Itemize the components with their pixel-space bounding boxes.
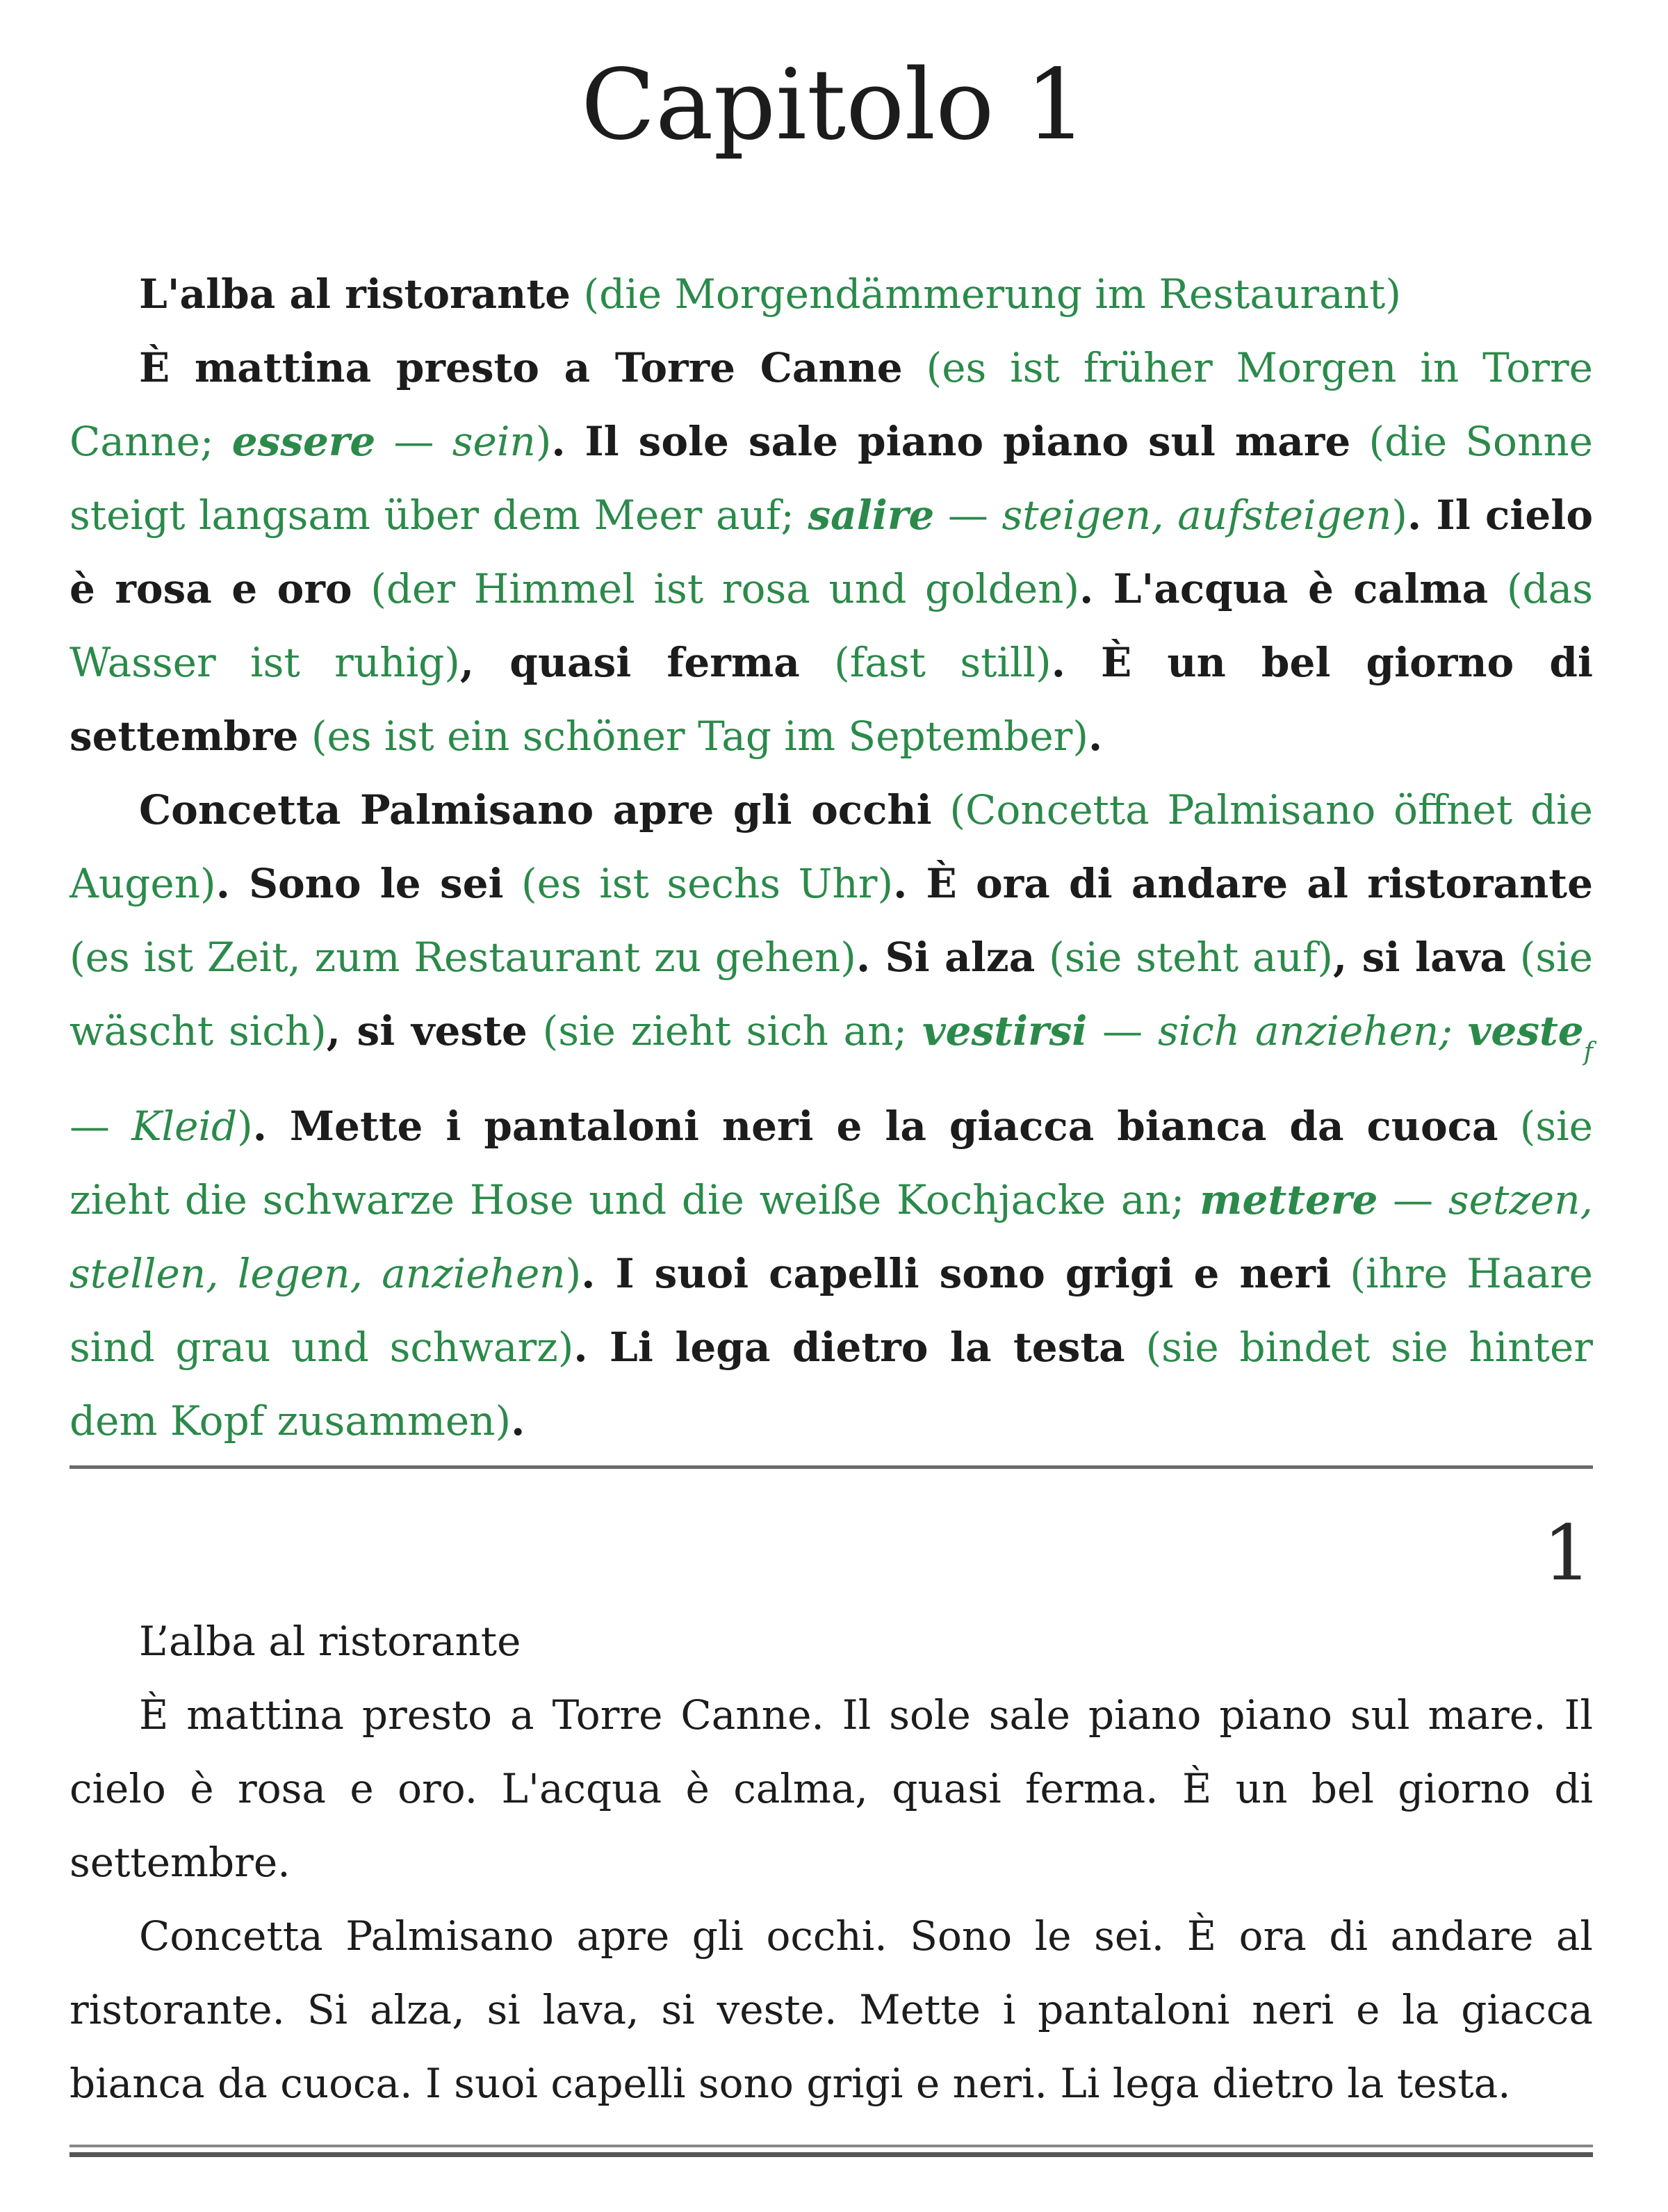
vocab-term: salire <box>808 491 935 539</box>
paragraph: È mattina presto a Torre Canne. Il sole sale piano piano sul mare. Il cielo è rosa e oro. L'acqua è calma, quasi ferma. È un bel giorno di settembre. <box>70 1691 1593 1886</box>
german-translation: (die Morgendämmerung im Restaurant) <box>571 270 1401 318</box>
italian-text: L'alba al ristorante <box>139 270 571 318</box>
translation-italic: sich anziehen; <box>1157 1007 1468 1055</box>
italian-text: . Sono le sei <box>215 860 504 907</box>
italian-text: . Il sole sale piano piano sul mare <box>551 418 1351 465</box>
italian-text: Concetta Palmisano apre gli occhi <box>139 786 932 833</box>
german-translation: — <box>375 418 452 465</box>
german-translation: (es ist Zeit, zum Restaurant zu gehen) <box>70 934 856 981</box>
italian-text: . L'acqua è calma <box>1079 565 1489 612</box>
italian-text: . I suoi capelli sono grigi e neri <box>581 1250 1332 1297</box>
german-translation: (die Sonne steigt langsam über dem Meer auf; <box>70 418 1593 539</box>
german-translation: (Concetta Palmisano öffnet die Augen) <box>70 786 1594 907</box>
german-translation: (sie steht auf) <box>1035 934 1334 981</box>
german-translation: (sie wäscht sich) <box>70 934 1593 1055</box>
german-translation: (der Himmel ist rosa und golden) <box>352 565 1080 612</box>
german-translation: — <box>1377 1176 1448 1223</box>
german-translation: (es ist sechs Uhr) <box>503 860 894 907</box>
italian-text: . Il cielo è rosa e oro <box>70 491 1594 612</box>
german-translation: ) <box>237 1103 253 1150</box>
section-number: 1 <box>1543 1508 1592 1597</box>
german-translation: ) <box>1391 491 1408 539</box>
divider-double-top <box>70 2145 1593 2147</box>
german-translation: (sie zieht die schwarze Hose und die weiße Kochjacke an; <box>70 1103 1593 1223</box>
plain-text <box>70 1604 1593 2120</box>
italian-text: , si lava <box>1333 934 1506 981</box>
german-translation: ) <box>565 1250 582 1297</box>
translation-italic: sein <box>452 418 536 465</box>
german-translation: — <box>70 1103 132 1150</box>
german-translation: — <box>934 491 1002 539</box>
paragraph <box>70 331 1593 773</box>
italian-text: . È un bel giorno di settembre <box>70 639 1593 760</box>
italian-text: . <box>1088 713 1103 760</box>
german-translation: ) <box>535 418 552 465</box>
divider-double-bottom <box>70 2152 1593 2157</box>
paragraph: Concetta Palmisano apre gli occhi. Sono le sei. È ora di andare al ristorante. Si alza, si lava, si veste. Mette i pantaloni neri e la giacca bianca da cuoca. I suoi capelli sono grigi e neri. Li lega dietro la testa. <box>70 1912 1593 2107</box>
italian-text: È mattina presto a Torre Canne <box>139 344 903 391</box>
paragraph-heading: L’alba al ristorante <box>139 1618 521 1665</box>
german-translation: (das Wasser ist ruhig) <box>70 565 1593 686</box>
chapter-title: Capitolo 1 <box>580 49 1088 162</box>
gender-marker: f <box>1583 1038 1594 1066</box>
german-translation: (es ist ein schöner Tag im September) <box>298 713 1089 760</box>
vocab-term: mettere <box>1200 1176 1378 1223</box>
translation-italic: steigen, aufsteigen <box>1001 491 1392 539</box>
german-translation: (sie bindet sie hinter dem Kopf zusammen) <box>70 1324 1593 1445</box>
annotated-text <box>70 257 1593 1458</box>
italian-text: . <box>511 1397 525 1445</box>
german-translation: (sie zieht sich an; <box>527 1007 922 1055</box>
german-translation: (ihre Haare sind grau und schwarz) <box>70 1250 1594 1371</box>
german-translation: (fast still) <box>799 639 1052 686</box>
italian-text: . È ora di andare al ristorante <box>893 860 1593 907</box>
italian-text: , si veste <box>326 1007 528 1055</box>
divider <box>70 1465 1593 1469</box>
german-translation: (es ist früher Morgen in Torre Canne; <box>70 344 1593 465</box>
italian-text: . Li lega dietro la testa <box>573 1324 1125 1371</box>
paragraph-heading <box>70 257 1593 331</box>
german-translation: — <box>1087 1007 1158 1055</box>
vocab-term: vestirsi <box>922 1007 1088 1055</box>
italian-text: . Si alza <box>856 934 1036 981</box>
translation-italic: Kleid <box>131 1103 238 1150</box>
italian-text: . Mette i pantaloni neri e la giacca bianca da cuoca <box>252 1103 1498 1150</box>
vocab-term: essere <box>231 418 376 465</box>
italian-text: , quasi ferma <box>459 639 800 686</box>
paragraph <box>70 773 1593 1458</box>
vocab-term: veste <box>1467 1007 1584 1055</box>
translation-italic: setzen, stellen, legen, anziehen <box>70 1176 1593 1297</box>
